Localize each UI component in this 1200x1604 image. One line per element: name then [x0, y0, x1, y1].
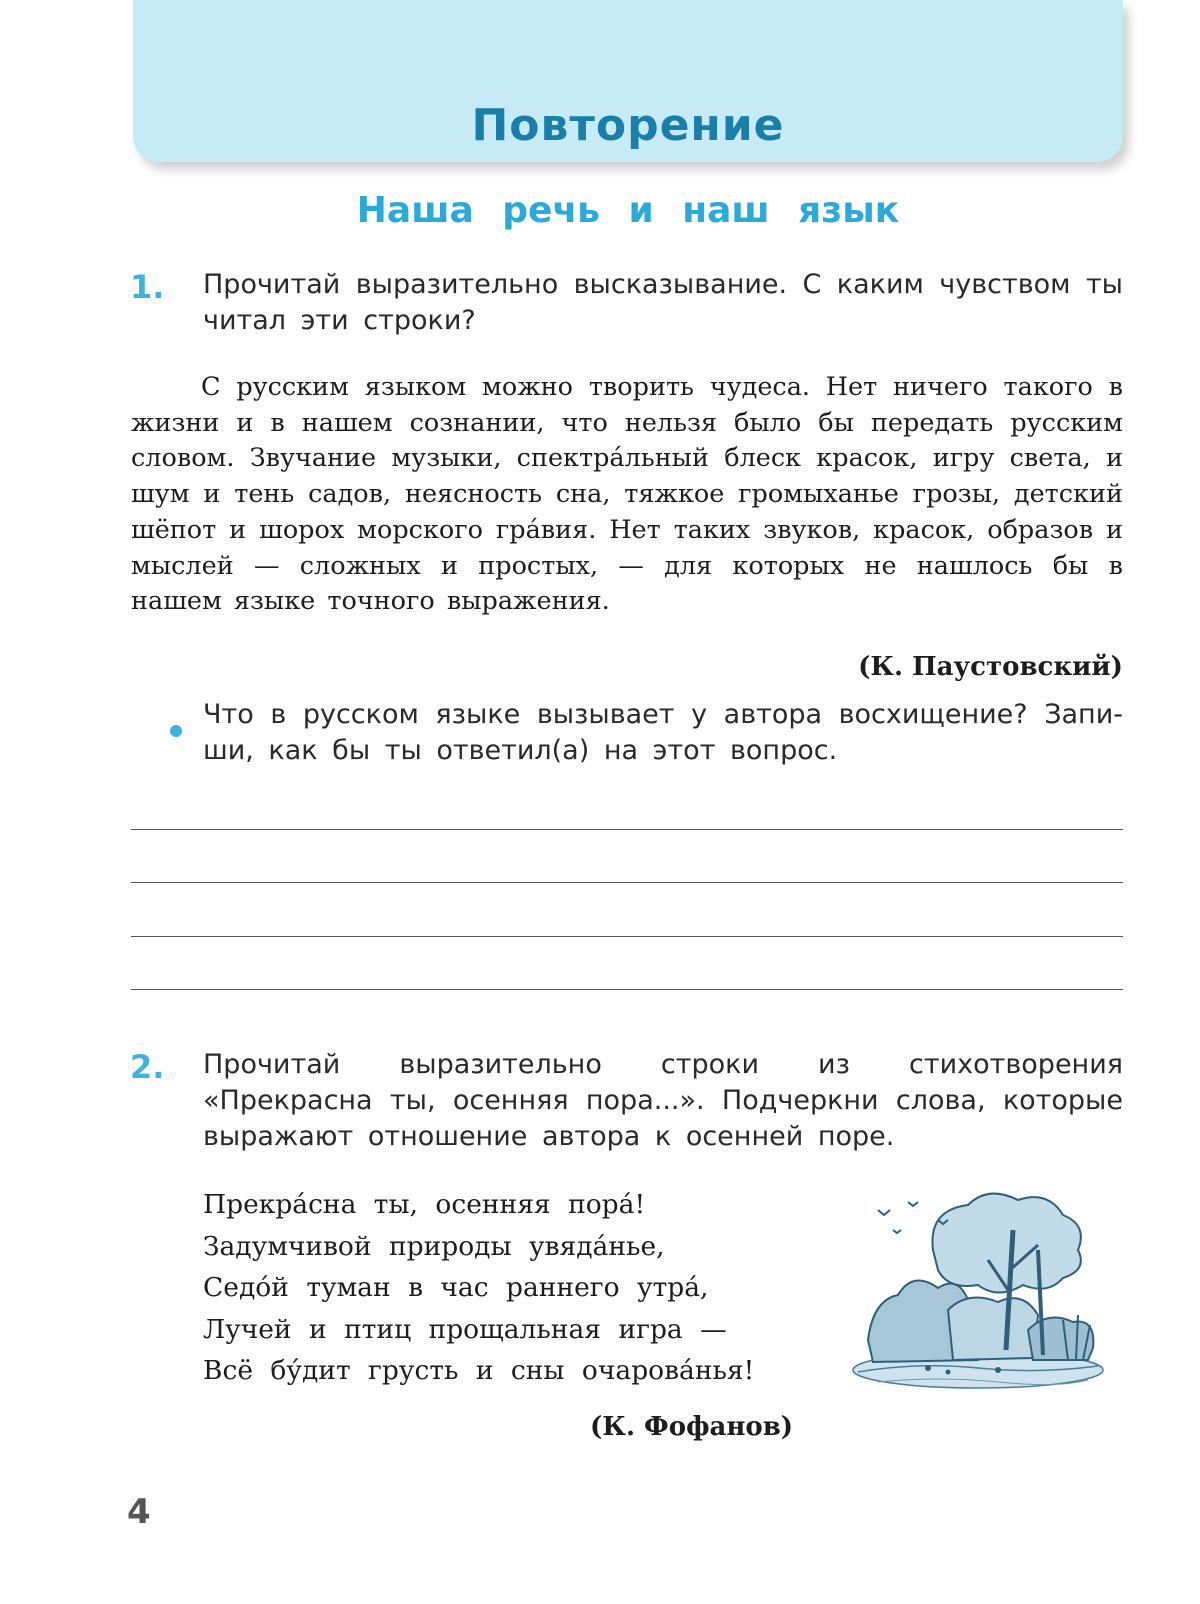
bullet-icon	[170, 725, 182, 737]
poem-line: Всё бу́дит грусть и сны очарова́нья!	[203, 1355, 755, 1386]
poem	[203, 1184, 754, 1392]
task-1-number: 1.	[130, 268, 165, 306]
task-1-question: Что в русском языке вызывает у автора восхищение? Запиши, как бы ты ответил(а) на этот вопрос.	[203, 699, 1123, 766]
answer-line[interactable]	[131, 829, 1123, 830]
page-number: 4	[127, 1492, 151, 1532]
paustovsky-quote: С русским языком можно творить чудеса. Нет ничего такого в жизни и в нашем сознании, что нельзя было бы передать русским словом. Звучание музыки, спектра́льный блеск красок, игру света, и шум и тень садов, неясность сна, тяжкое громыханье грозы, детский шёпот и шорох морского гра́вия. Нет таких звуков, красок, образов и мыслей — сложных и простых, — для которых не нашлось бы в нашем языке точного выражения.	[131, 372, 1123, 617]
section-title: Наша речь и наш язык	[356, 190, 900, 231]
poem-line: Задумчивой природы увяда́нье,	[203, 1230, 665, 1262]
poem-author: (К. Фофанов)	[590, 1412, 794, 1442]
quote-author: (К. Паустовский)	[858, 652, 1123, 682]
answer-line[interactable]	[131, 882, 1123, 883]
answer-line[interactable]	[131, 989, 1123, 990]
task-2-number: 2.	[130, 1048, 165, 1086]
autumn-landscape-illustration	[838, 1190, 1108, 1405]
page-title: Повторение	[471, 100, 785, 151]
answer-line[interactable]	[131, 936, 1123, 937]
poem-line: Прекра́сна ты, осенняя пора́!	[203, 1189, 646, 1220]
poem-line: Лучей и птиц прощальная игра —	[203, 1313, 727, 1345]
poem-line: Седо́й туман в час раннего утра́,	[203, 1272, 709, 1303]
header-banner	[133, 0, 1123, 162]
task-2-instruction: Прочитай выразительно строки из стихотворения «Прекрасна ты, осенняя пора...». Подчеркни слова, которые выражают отношение автора к осенней поре.	[203, 1049, 1123, 1152]
task-1-instruction: Прочитай выразительно высказывание. С каким чувством ты читал эти строки?	[203, 269, 1123, 336]
